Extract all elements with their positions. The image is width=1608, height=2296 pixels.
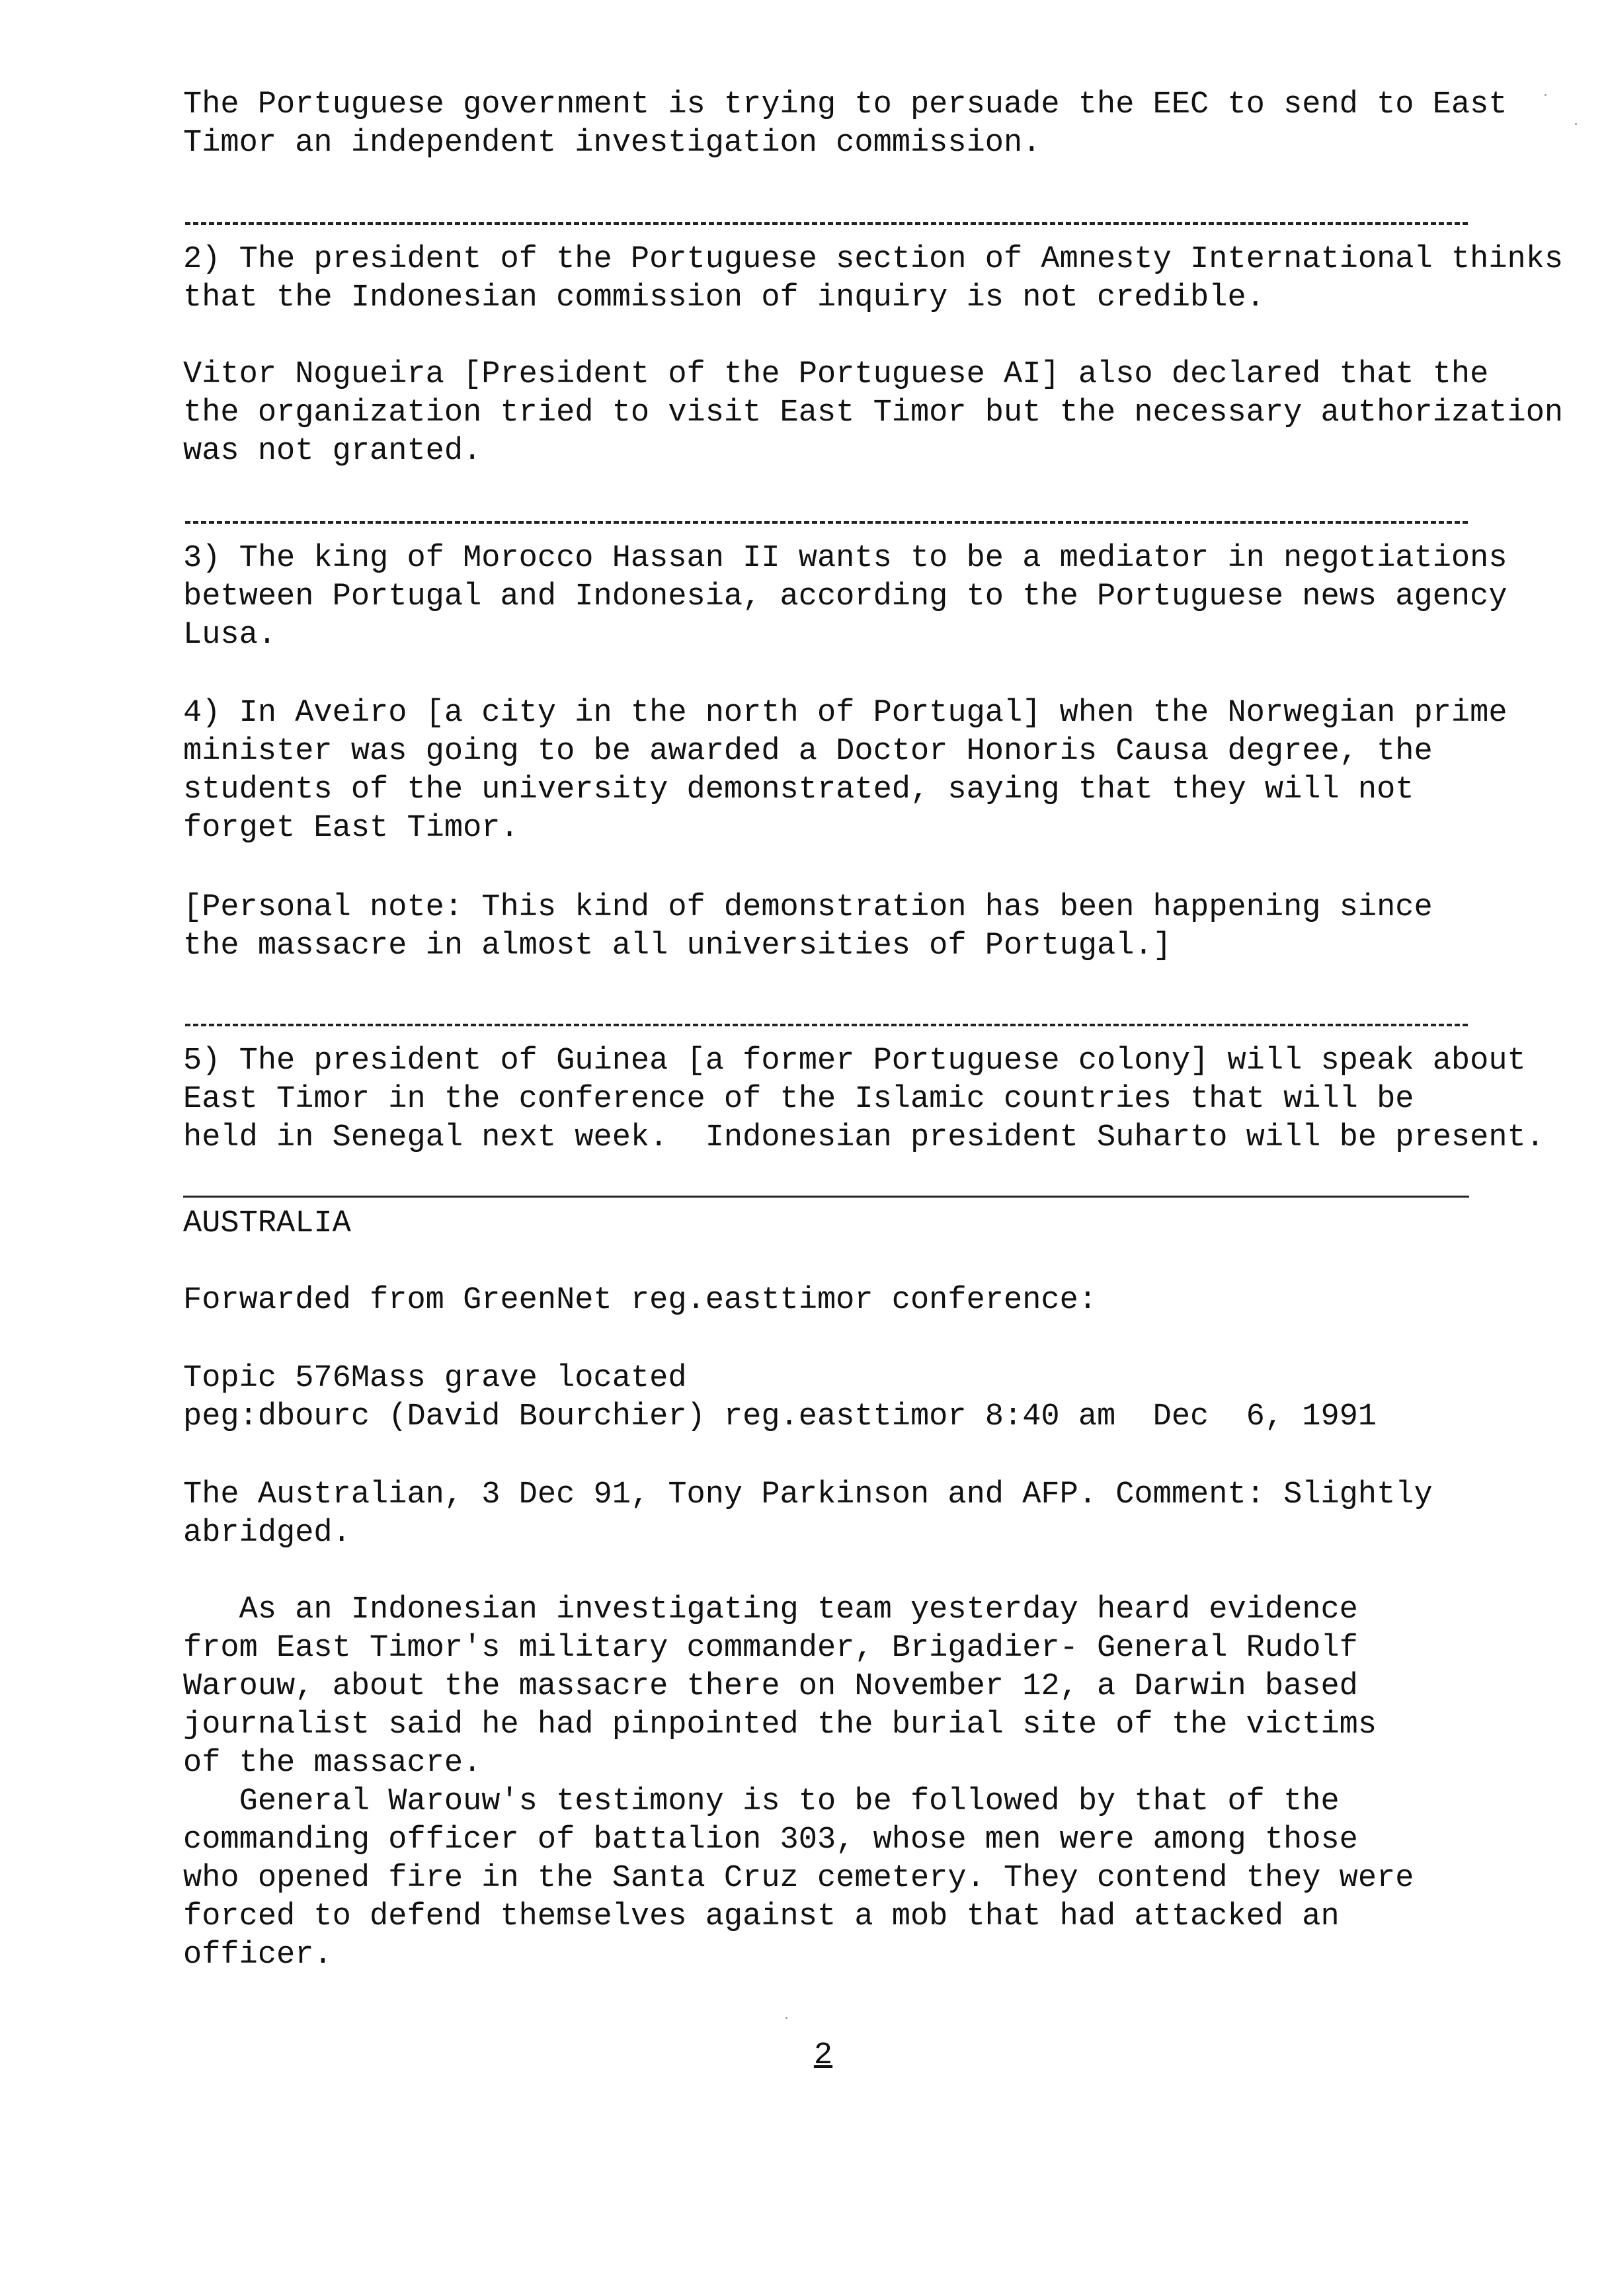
- scan-speck: [1545, 94, 1547, 96]
- article-body: As an Indonesian investigating team yesterday heard evidence from East Timor's military commander, Brigadier- General Rudolf Warouw, about the massacre there on November 12, a Darwin based journalist said he had pinpointed the burial site of the victims of the massacre. General Warouw's testimony is to be followed by that of the commanding officer of battalion 303, whose men were among those who opened fire in the Santa Cruz cemetery. They contend they were forced to defend themselves against a mob that had attacked an officer.: [183, 1592, 1414, 1973]
- paragraph-vitor-nogueira: Vitor Nogueira [President of the Portuguese AI] also declared that the the organization tried to visit East Timor but the necessary authorization was not granted.: [183, 357, 1564, 469]
- item-4-aveiro: 4) In Aveiro [a city in the north of Portugal] when the Norwegian prime minister was going to be awarded a Doctor Honoris Causa degree, the students of the university demonstrated, saying that they will not forget East Timor.: [183, 696, 1508, 846]
- forwarded-line: Forwarded from GreenNet reg.easttimor conference:: [183, 1283, 1098, 1318]
- section-heading-australia: AUSTRALIA: [183, 1206, 351, 1241]
- personal-note: [Personal note: This kind of demonstration has been happening since the massacre in almost all universities of Portugal.]: [183, 890, 1433, 964]
- dashed-separator: [185, 222, 1468, 225]
- dashed-separator: [185, 1024, 1468, 1026]
- scan-speck: [1575, 123, 1577, 125]
- item-3-morocco: 3) The king of Morocco Hassan II wants to be a mediator in negotiations between Portugal and Indonesia, according to the Portuguese news agency Lusa.: [183, 541, 1508, 653]
- topic-header: Topic 576Mass grave located peg:dbourc (David Bourchier) reg.easttimor 8:40 am Dec 6, 1991: [183, 1361, 1377, 1434]
- paragraph-eec-commission: The Portuguese government is trying to persuade the EEC to send to East Timor an independent investigation commission.: [183, 87, 1508, 161]
- source-line: The Australian, 3 Dec 91, Tony Parkinson and AFP. Comment: Slightly abridged.: [183, 1477, 1433, 1551]
- scan-speck: [785, 2017, 787, 2019]
- item-2-amnesty: 2) The president of the Portuguese section of Amnesty International thinks that the Indonesian commission of inquiry is not credible.: [183, 242, 1564, 315]
- solid-separator: [183, 1196, 1469, 1198]
- item-5-guinea: 5) The president of Guinea [a former Portuguese colony] will speak about East Timor in the conference of the Islamic countries that will be held in Senegal next week. Indonesian president Suharto will be present.: [183, 1044, 1545, 1155]
- page-number: 2: [813, 2038, 833, 2073]
- dashed-separator: [185, 521, 1468, 524]
